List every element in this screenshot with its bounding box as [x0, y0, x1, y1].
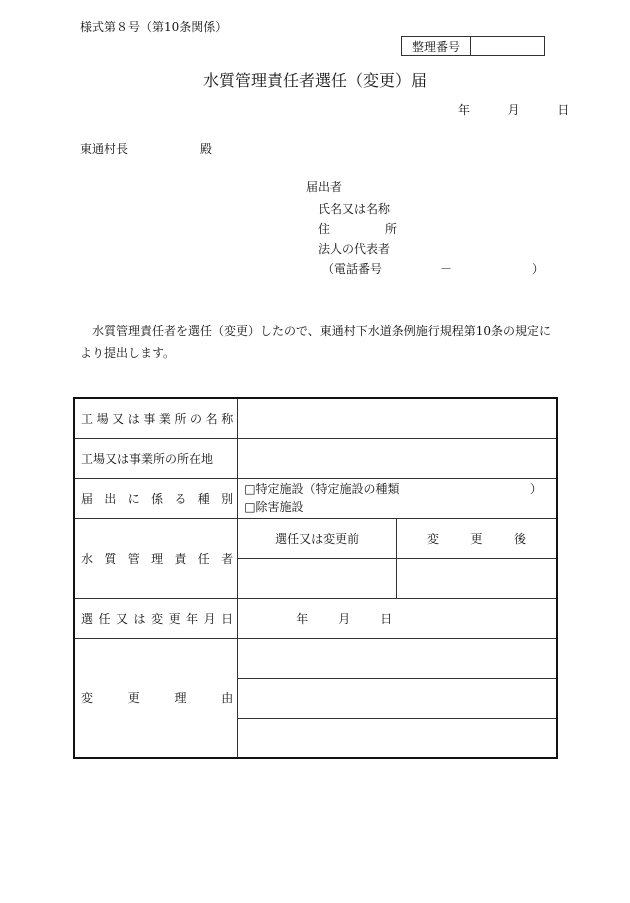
- row5-char: は: [133, 611, 146, 626]
- applicant-name-label: 氏名又は名称: [318, 202, 391, 216]
- row6-char: 理: [174, 691, 187, 706]
- row6-char: 変: [81, 691, 94, 706]
- row4-char: 質: [104, 551, 117, 566]
- row1-char: 又: [112, 411, 125, 426]
- applicant-representative-label: 法人の代表者: [318, 242, 391, 256]
- reference-number-label: 整理番号: [402, 37, 471, 55]
- after-change-header: [397, 518, 558, 558]
- date-year-label: 年: [458, 103, 471, 117]
- document-title: 水質管理責任者選任（変更）届: [202, 71, 427, 90]
- row3-char: 係: [151, 491, 164, 506]
- row6-char: 由: [221, 691, 234, 706]
- row3-char: 別: [221, 491, 234, 506]
- facility-address-label-text: 工場又は事業所の所在地: [81, 451, 214, 466]
- row3-char: 種: [197, 491, 210, 506]
- row3-char: 届: [81, 491, 94, 506]
- row3-char: 出: [104, 491, 117, 506]
- applicant-phone-close: ）: [532, 262, 545, 276]
- row5-char: 変: [151, 611, 164, 626]
- date-month-label: 月: [507, 103, 520, 117]
- row4b-char: 更: [470, 531, 483, 546]
- row5-char: 月: [203, 611, 216, 626]
- row5-char: 日: [221, 611, 234, 626]
- application-table: [73, 397, 558, 759]
- row4b-char: 後: [513, 531, 526, 546]
- change-reason-label: [74, 638, 238, 758]
- applicant-heading: 届出者: [306, 180, 343, 194]
- applicant-address-label-2: 所: [385, 222, 398, 236]
- specified-facility-option[interactable]: □特定施設（特定施設の種類: [244, 482, 400, 496]
- applicant-address-label-1: 住: [318, 222, 331, 236]
- row1-char: 事: [143, 411, 156, 426]
- row1-char: 名: [205, 411, 218, 426]
- facility-type-label: [74, 478, 238, 518]
- row4-char: 者: [221, 551, 234, 566]
- row1-char: 場: [96, 411, 109, 426]
- row3-char: に: [127, 491, 140, 506]
- row4-char: 管: [127, 551, 140, 566]
- change-reason-line-1[interactable]: [238, 638, 557, 678]
- applicant-phone-open: （電話番号: [322, 262, 383, 276]
- applicant-phone-dash: －: [440, 262, 453, 276]
- row1-char: の: [190, 411, 203, 426]
- row3-char: る: [174, 491, 187, 506]
- declaration-text: [80, 320, 558, 364]
- row1-char: は: [127, 411, 140, 426]
- addressee-name: 東通村長: [80, 142, 129, 156]
- row4-char: 理: [151, 551, 164, 566]
- row4-char: 任: [197, 551, 210, 566]
- facility-name-label: [74, 398, 238, 438]
- change-reason-line-3[interactable]: [238, 718, 557, 758]
- row4-char: 水: [81, 551, 94, 566]
- row6-char: 更: [127, 691, 140, 706]
- row4-char: 責: [174, 551, 187, 566]
- facility-address-label: [74, 438, 238, 478]
- specified-facility-close: ）: [529, 482, 542, 496]
- appointment-date-field[interactable]: [238, 598, 557, 638]
- row1-char: 称: [221, 411, 234, 426]
- abatement-facility-option[interactable]: □除害施設: [244, 500, 304, 514]
- before-change-field[interactable]: [238, 558, 397, 598]
- reference-number-box: [401, 36, 545, 56]
- row1-char: 所: [174, 411, 187, 426]
- manager-label: [74, 518, 238, 598]
- appointment-date-label: [74, 598, 238, 638]
- facility-type-options: [238, 478, 557, 518]
- date-day-label: 日: [557, 103, 570, 117]
- row1-char: 工: [81, 411, 94, 426]
- appointment-year-label: 年: [296, 611, 309, 626]
- facility-name-field[interactable]: [238, 398, 557, 438]
- change-reason-line-2[interactable]: [238, 678, 557, 718]
- row1-char: 業: [158, 411, 171, 426]
- appointment-day-label: 日: [380, 611, 393, 626]
- after-change-field[interactable]: [397, 558, 558, 598]
- facility-address-field[interactable]: [238, 438, 557, 478]
- form-number: 様式第８号（第10条関係）: [80, 20, 228, 34]
- row4b-char: 変: [427, 531, 440, 546]
- reference-number-field[interactable]: [471, 37, 544, 55]
- row5-char: 又: [116, 611, 129, 626]
- appointment-month-label: 月: [338, 611, 351, 626]
- declaration-text-content: 水質管理責任者を選任（変更）したので、東通村下水道条例施行規程第10条の規定により提出します。: [80, 324, 552, 360]
- submission-date: [458, 101, 569, 118]
- row5-char: 年: [186, 611, 199, 626]
- addressee-honorific: 殿: [200, 142, 213, 156]
- row5-char: 選: [81, 611, 94, 626]
- row5-char: 任: [98, 611, 111, 626]
- row5-char: 更: [168, 611, 181, 626]
- before-change-header: 選任又は変更前: [238, 518, 397, 558]
